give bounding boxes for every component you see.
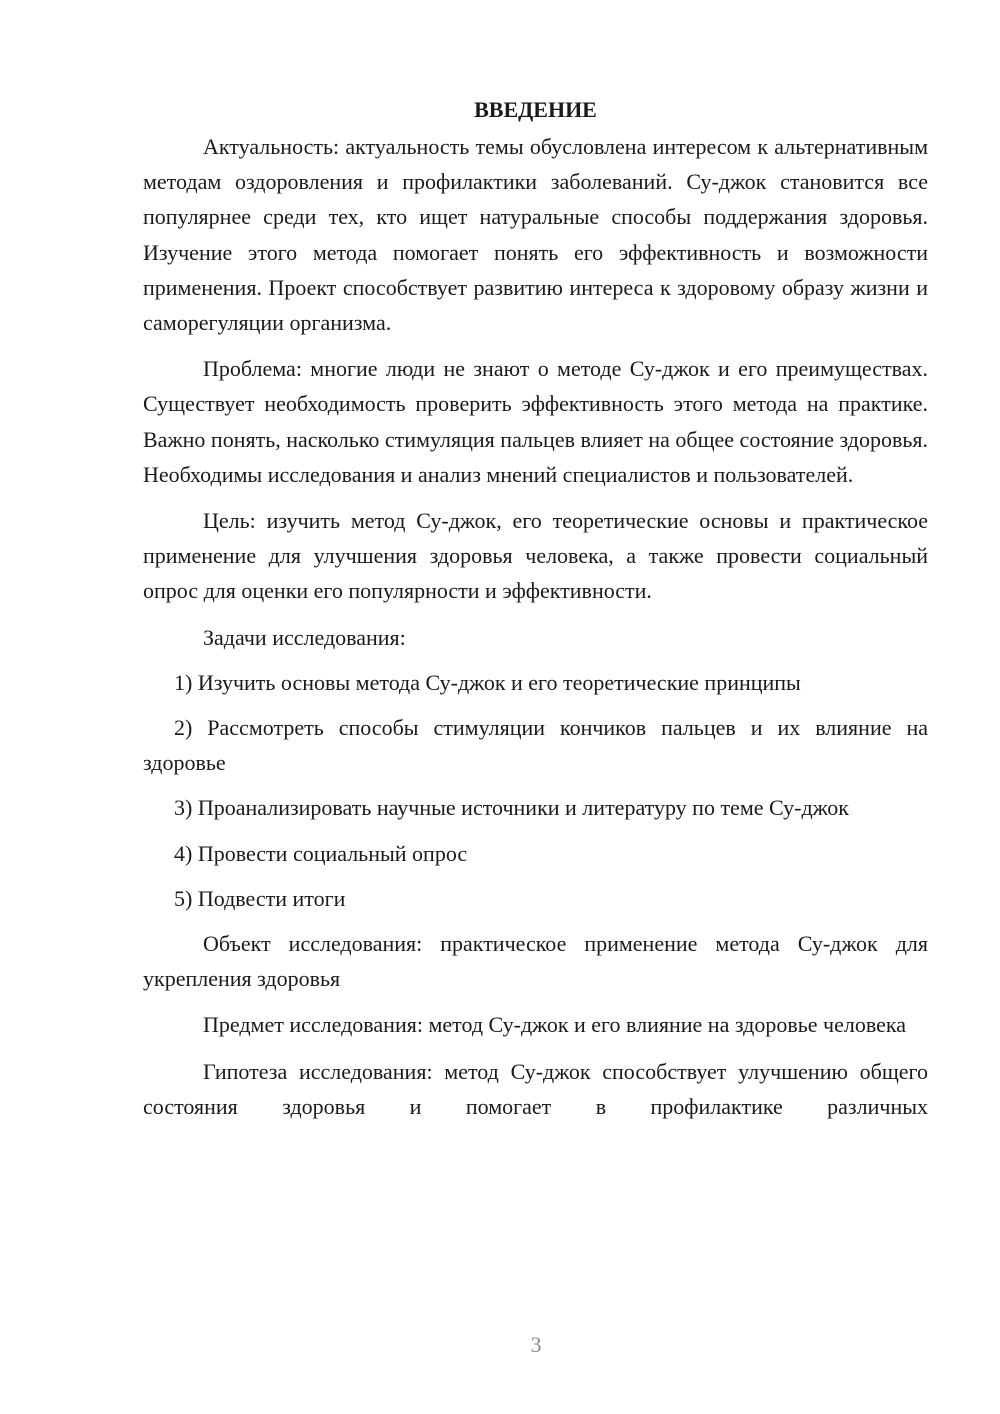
document-page — [143, 92, 928, 1135]
task-item: 2) Рассмотреть способы стимуляции кончиков пальцев и их влияние на здоровье — [143, 715, 928, 776]
section-title: ВВЕДЕНИЕ — [474, 97, 597, 122]
task-item: 3) Проанализировать научные источники и литературу по теме Су-джок — [174, 795, 849, 821]
task-item: 1) Изучить основы метода Су-джок и его теоретические принципы — [174, 669, 801, 695]
tasks-heading: Задачи исследования: — [203, 624, 406, 650]
task-item: 5) Подвести итоги — [174, 885, 346, 911]
page-number: 3 — [530, 1332, 542, 1357]
paragraph-goal: Цель: изучить метод Су-джок, его теоретические основы и практическое применение для улучшения здоровья человека, а также провести социальный опрос для оценки его популярности и эффективности. — [143, 508, 928, 604]
paragraph-problem: Проблема: многие люди не знают о методе Су-джок и его преимуществах. Существует необходимость проверить эффективность этого метода на практике. Важно понять, насколько стимуляция пальцев влияет на общее состояние здоровья. Необходимы исследования и анализ мнений специалистов и пользователей. — [143, 356, 928, 487]
paragraph-hypothesis: Гипотеза исследования: метод Су-джок способствует улучшению общего состояния здоровья и помогает в профилактике различных — [143, 1058, 928, 1119]
paragraph-object: Объект исследования: практическое применение метода Су-джок для укрепления здоровья — [143, 931, 928, 992]
task-item: 4) Провести социальный опрос — [174, 840, 468, 866]
paragraph-subject: Предмет исследования: метод Су-джок и его влияние на здоровье человека — [203, 1012, 906, 1038]
paragraph-relevance: Актуальность: актуальность темы обусловлена интересом к альтернативным методам оздоровления и профилактики заболеваний. Су-джок становится все популярнее среди тех, кто ищет натуральные способы поддержания здоровья. Изучение этого метода помогает понять его эффективность и возможности применения. Проект способствует развитию интереса к здоровому образу жизни и саморегуляции организма. — [143, 134, 928, 336]
